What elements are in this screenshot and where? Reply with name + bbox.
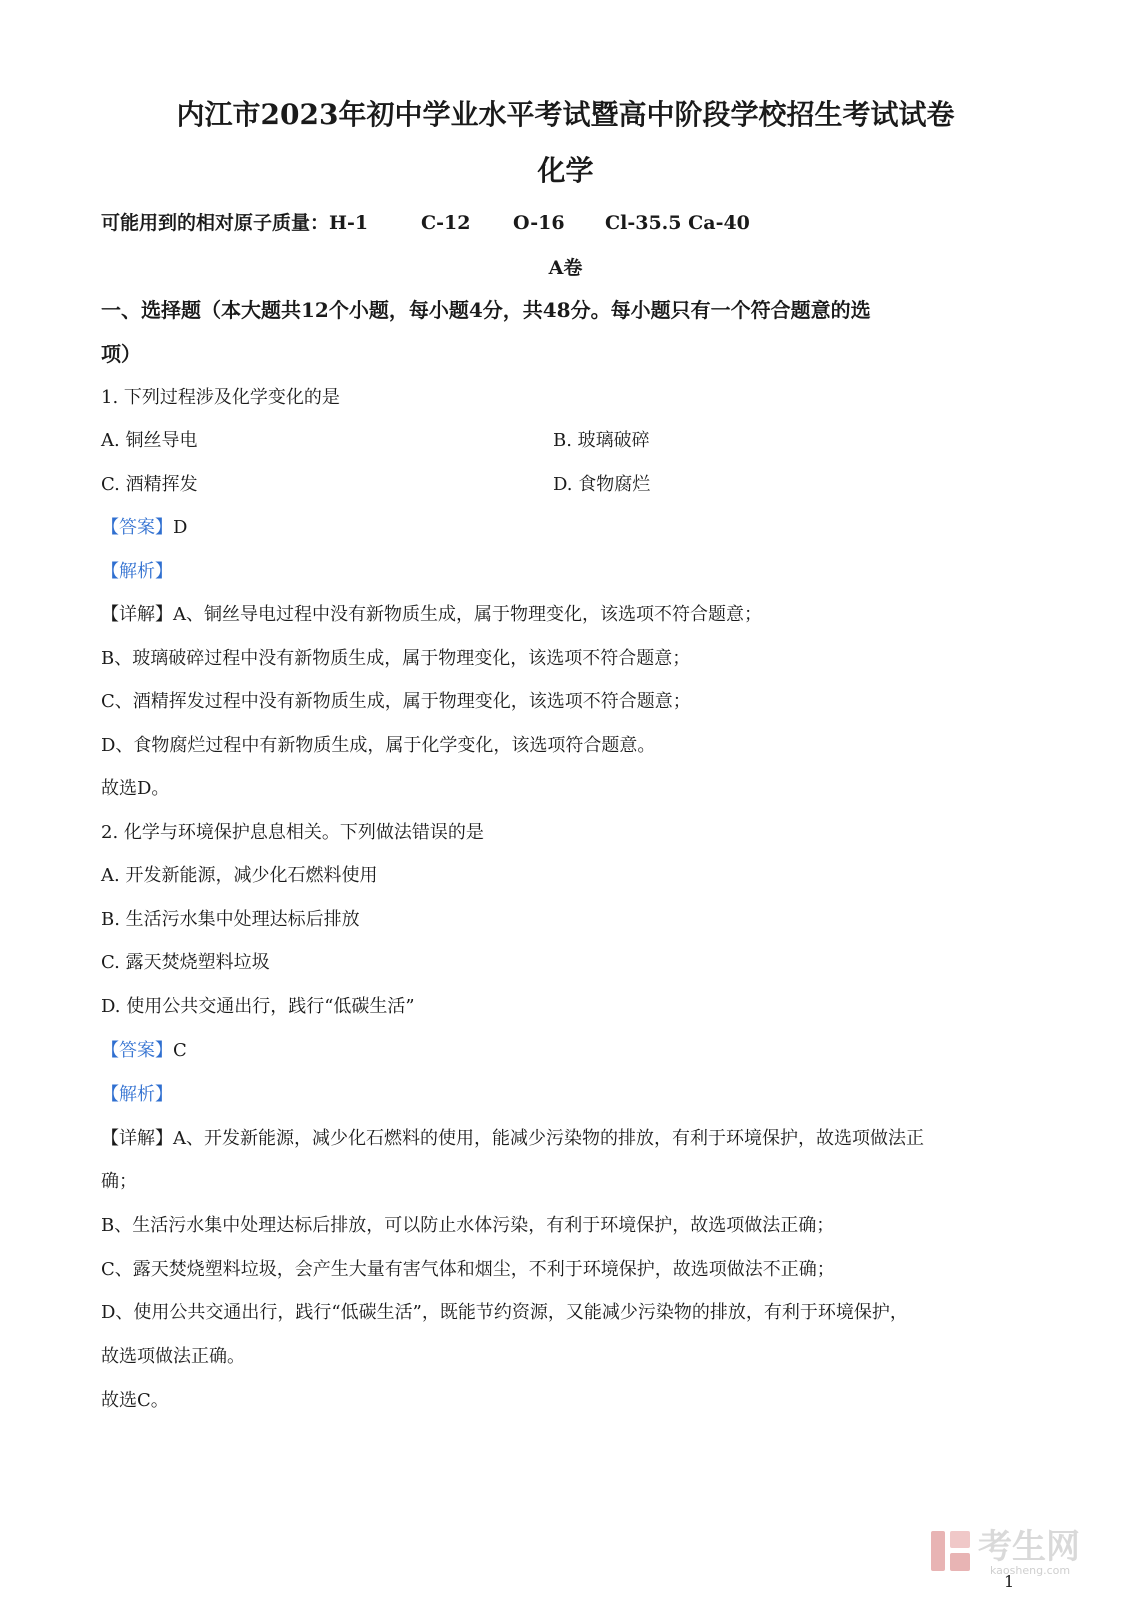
q2-answer-tag: 【答案】 <box>101 1040 173 1061</box>
q2-detail-1a: 【详解】A、开发新能源，减少化石燃料的使用，能减少污染物的排放，有利于环境保护，故选项做法正 <box>101 1128 924 1149</box>
q1-answer-line <box>101 516 187 540</box>
q2-detail-4b: 故选项做法正确。 <box>101 1346 245 1367</box>
atomic-mass-h: H-1 <box>329 212 369 234</box>
q1-analysis-tag: 【解析】 <box>101 561 173 582</box>
q2-option-d: D. 使用公共交通出行，践行“低碳生活” <box>101 996 415 1017</box>
q2-option-b: B. 生活污水集中处理达标后排放 <box>101 909 360 930</box>
q1-option-b: B. 玻璃破碎 <box>553 430 650 451</box>
q2-detail-3: C、露天焚烧塑料垃圾，会产生大量有害气体和烟尘，不利于环境保护，故选项做法不正确； <box>101 1259 835 1280</box>
q1-stem: 1. 下列过程涉及化学变化的是 <box>101 387 340 408</box>
q2-detail-2: B、生活污水集中处理达标后排放，可以防止水体污染，有利于环境保护，故选项做法正确； <box>101 1215 835 1236</box>
atomic-mass-o: O-16 <box>513 212 565 234</box>
q1-option-a: A. 铜丝导电 <box>101 430 198 451</box>
q2-answer: C <box>173 1040 187 1061</box>
q2-option-c: C. 露天焚烧塑料垃圾 <box>101 952 270 973</box>
q1-answer: D <box>173 517 188 538</box>
page-number: 1 <box>1004 1572 1015 1591</box>
q1-option-c: C. 酒精挥发 <box>101 474 198 495</box>
section-a-label: A卷 <box>548 257 583 279</box>
q2-detail-1b: 确； <box>101 1171 137 1192</box>
q2-stem: 2. 化学与环境保护息息相关。下列做法错误的是 <box>101 822 484 843</box>
q1-answer-tag: 【答案】 <box>101 517 173 538</box>
watermark-logo-icon <box>928 1528 974 1574</box>
watermark <box>928 1527 1088 1577</box>
atomic-mass-cl-ca: Cl-35.5 Ca-40 <box>605 212 750 234</box>
atomic-mass-line <box>101 211 750 235</box>
q1-option-d: D. 食物腐烂 <box>553 474 651 495</box>
q2-option-a: A. 开发新能源，减少化石燃料使用 <box>101 865 378 886</box>
q2-detail-4a: D、使用公共交通出行，践行“低碳生活”，既能节约资源，又能减少污染物的排放，有利于环境保护， <box>101 1302 908 1323</box>
section-heading-line1: 一、选择题（本大题共12个小题，每小题4分，共48分。每小题只有一个符合题意的选 <box>101 298 871 322</box>
q2-conclusion: 故选C。 <box>101 1390 169 1411</box>
q1-detail-2: B、玻璃破碎过程中没有新物质生成，属于物理变化，该选项不符合题意； <box>101 648 691 669</box>
section-heading-line2: 项） <box>101 342 141 366</box>
subject-title: 化学 <box>537 154 594 187</box>
atomic-mass-label: 可能用到的相对原子质量： <box>101 212 330 234</box>
q1-detail-3: C、酒精挥发过程中没有新物质生成，属于物理变化，该选项不符合题意； <box>101 691 691 712</box>
watermark-text: 考生网 <box>978 1527 1080 1567</box>
q2-answer-line <box>101 1039 187 1063</box>
q1-detail-1: 【详解】A、铜丝导电过程中没有新物质生成，属于物理变化，该选项不符合题意； <box>101 604 762 625</box>
q2-analysis-tag: 【解析】 <box>101 1084 173 1105</box>
watermark-url: kaosheng.com <box>990 1564 1071 1577</box>
q1-detail-4: D、食物腐烂过程中有新物质生成，属于化学变化，该选项符合题意。 <box>101 735 656 756</box>
atomic-mass-c: C-12 <box>421 212 471 234</box>
q1-conclusion: 故选D。 <box>101 778 170 799</box>
exam-title: 内江市2023年初中学业水平考试暨高中阶段学校招生考试试卷 <box>176 98 955 131</box>
